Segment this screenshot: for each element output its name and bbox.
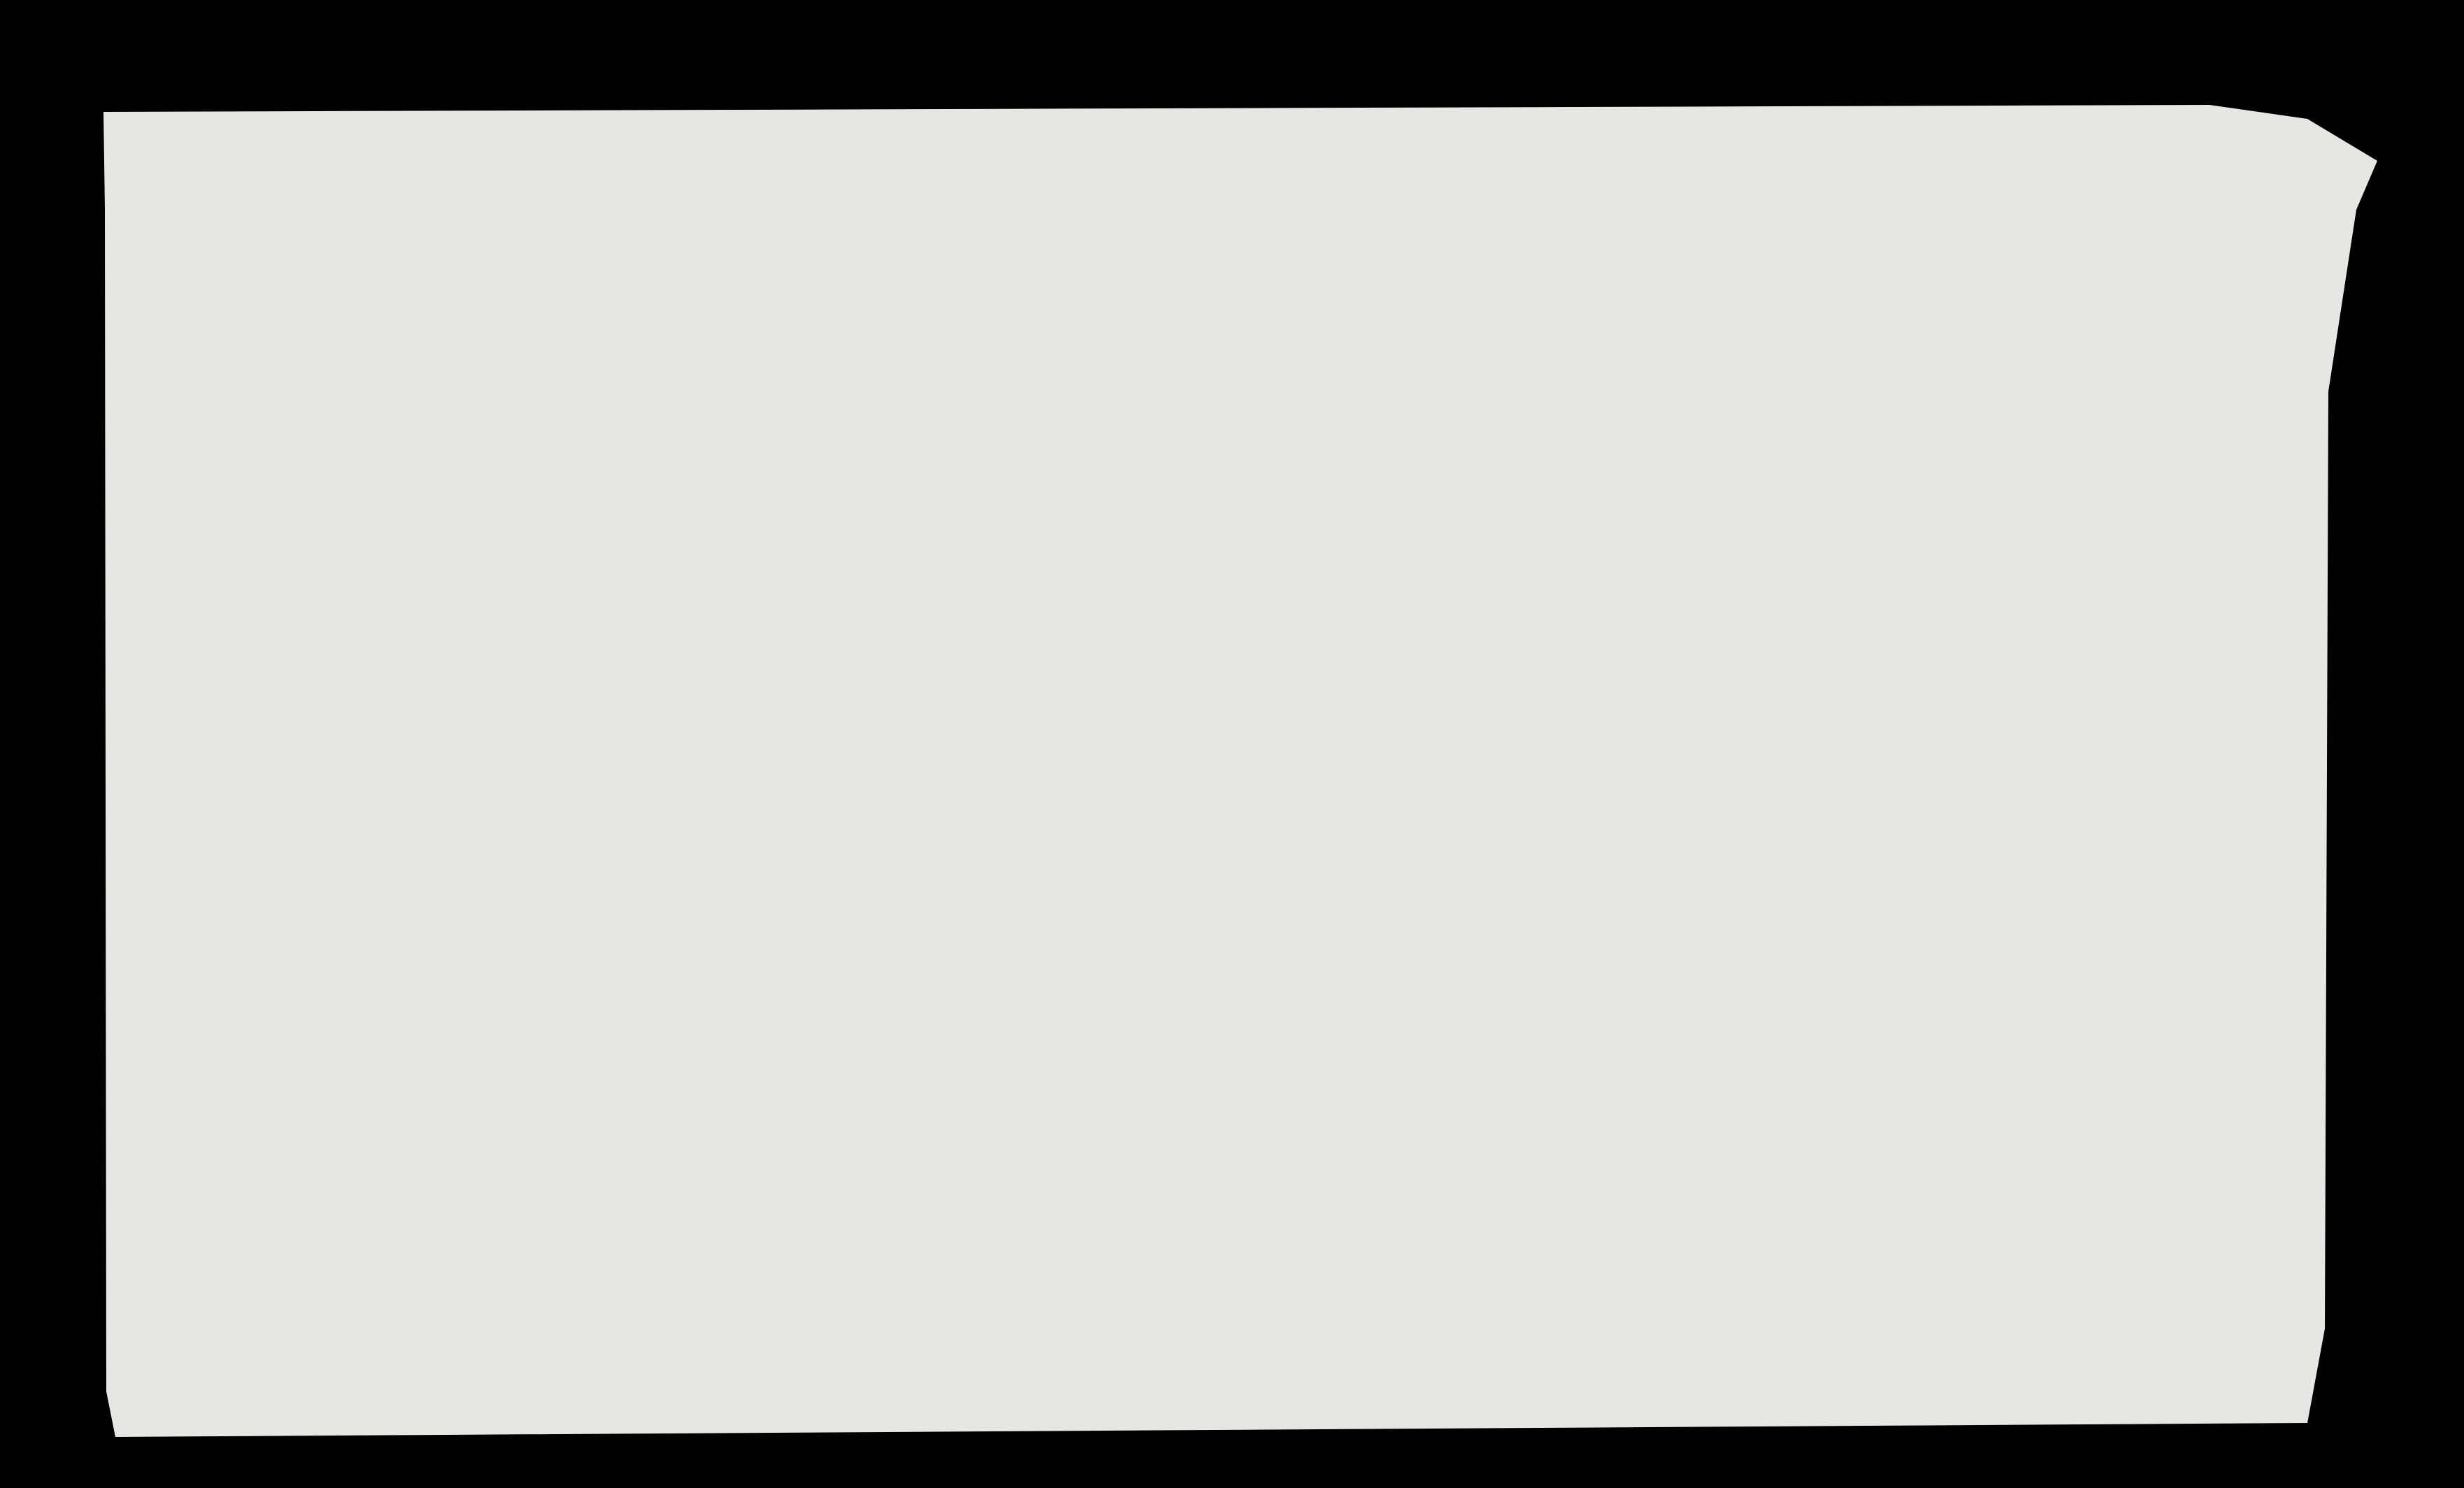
paper-sheet — [103, 105, 2377, 1437]
